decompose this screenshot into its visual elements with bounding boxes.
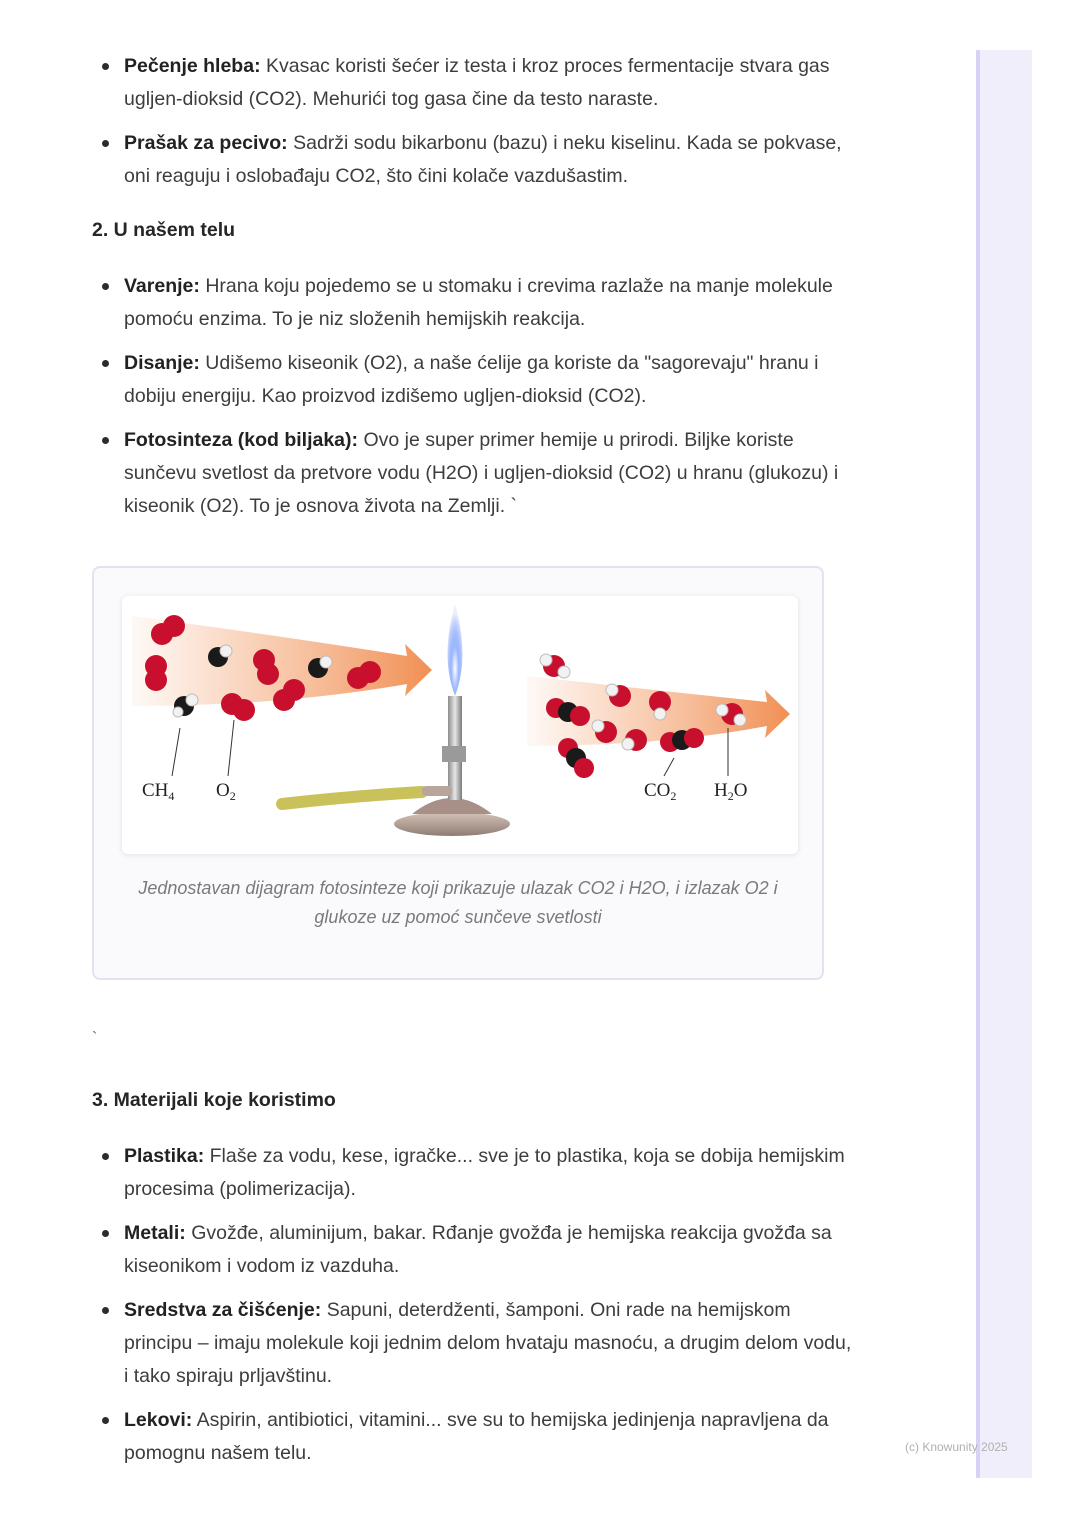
list-item (92, 127, 852, 193)
item-label: Disanje: (124, 352, 200, 374)
section-2-heading: 2. U našem telu (92, 219, 236, 241)
item-text: Gvožđe, aluminijum, bakar. Rđanje gvožđa je hemijska reakcija gvožđa sa kiseonikom i vodom iz vazduha. (124, 1222, 832, 1277)
combustion-diagram (122, 596, 798, 854)
label-ch4: $CH_4$ (142, 780, 175, 803)
item-label: Lekovi: (124, 1409, 193, 1431)
item-text: Aspirin, antibiotici, vitamini... sve su to hemijska jedinjenja napravljena da pomognu našem telu. (124, 1409, 829, 1464)
list-item (92, 50, 852, 116)
figure-card (92, 566, 824, 980)
section-1-list-wrapper (92, 50, 852, 193)
gas-hose (282, 792, 422, 804)
bunsen-burner (394, 604, 510, 836)
side-panel (976, 50, 1032, 1478)
o2-molecule (145, 655, 167, 691)
list-item (92, 1140, 852, 1206)
item-label: Sredstva za čišćenje: (124, 1299, 322, 1321)
label-co2: $CO_2$ (644, 780, 677, 803)
list-item (92, 424, 852, 523)
list-item (92, 270, 852, 336)
item-text: Sadrži sodu bikarbonu (bazu) i neku kiselinu. Kada se pokvase, oni reaguju i oslobađaju CO2, što čini kolače vazdušastim. (124, 132, 842, 187)
list-item (92, 1294, 852, 1393)
section-2-list-wrapper (92, 270, 852, 523)
flame (448, 604, 463, 696)
item-text: Sapuni, deterdženti, šamponi. Oni rade na hemijskom principu – imaju molekule koji jednim delom hvataju masnoću, a drugim delom vodu, i tako spiraju prljavštinu. (124, 1299, 852, 1387)
section-3-heading: 3. Materijali koje koristimo (92, 1089, 336, 1111)
figure-caption: Jednostavan dijagram fotosinteze koji prikazuje ulazak CO2 i H2O, i izlazak O2 i glukoze uz pomoć sunčeve svetlosti (138, 878, 778, 927)
item-label: Varenje: (124, 275, 200, 297)
combustion-illustration (122, 596, 798, 854)
stray-backtick: ` (92, 1030, 98, 1047)
item-text: Ovo je super primer hemije u prirodi. Biljke koriste sunčevu svetlost da pretvore vodu (H2O) i ugljen-dioksid (CO2) u hranu (glukozu) i kiseonik (O2). To je osnova života na Zemlji. ` (124, 429, 839, 517)
copyright-notice: (c) Knowunity 2025 (905, 1440, 1008, 1454)
item-label: Fotosinteza (kod biljaka): (124, 429, 359, 451)
item-text: Flaše za vodu, kese, igračke... sve je to plastika, koja se dobija hemijskim procesima (polimerizacija). (124, 1145, 845, 1200)
section-3-list (92, 1140, 852, 1470)
item-text: Kvasac koristi šećer iz testa i kroz proces fermentacije stvara gas ugljen-dioksid (CO2). Mehurići tog gasa čine da testo naraste. (124, 55, 830, 110)
h2o-molecule (540, 654, 570, 678)
list-item (92, 347, 852, 413)
item-text: Hrana koju pojedemo se u stomaku i crevima razlaže na manje molekule pomoću enzima. To je niz složenih hemijskih reakcija. (124, 275, 833, 330)
label-h2o: $H_2O$ (714, 780, 748, 803)
item-label: Plastika: (124, 1145, 205, 1167)
section-1-list (92, 50, 852, 193)
item-text: Udišemo kiseonik (O2), a naše ćelije ga koriste da "sagorevaju" hranu i dobiju energiju. Kao proizvod izdišemo ugljen-dioksid (CO2). (124, 352, 819, 407)
section-3-list-wrapper (92, 1140, 852, 1470)
list-item (92, 1217, 852, 1283)
item-label: Pečenje hleba: (124, 55, 261, 77)
item-label: Prašak za pecivo: (124, 132, 288, 154)
label-o2: $O_2$ (216, 780, 236, 803)
item-label: Metali: (124, 1222, 186, 1244)
section-2-list (92, 270, 852, 523)
list-item (92, 1404, 852, 1470)
